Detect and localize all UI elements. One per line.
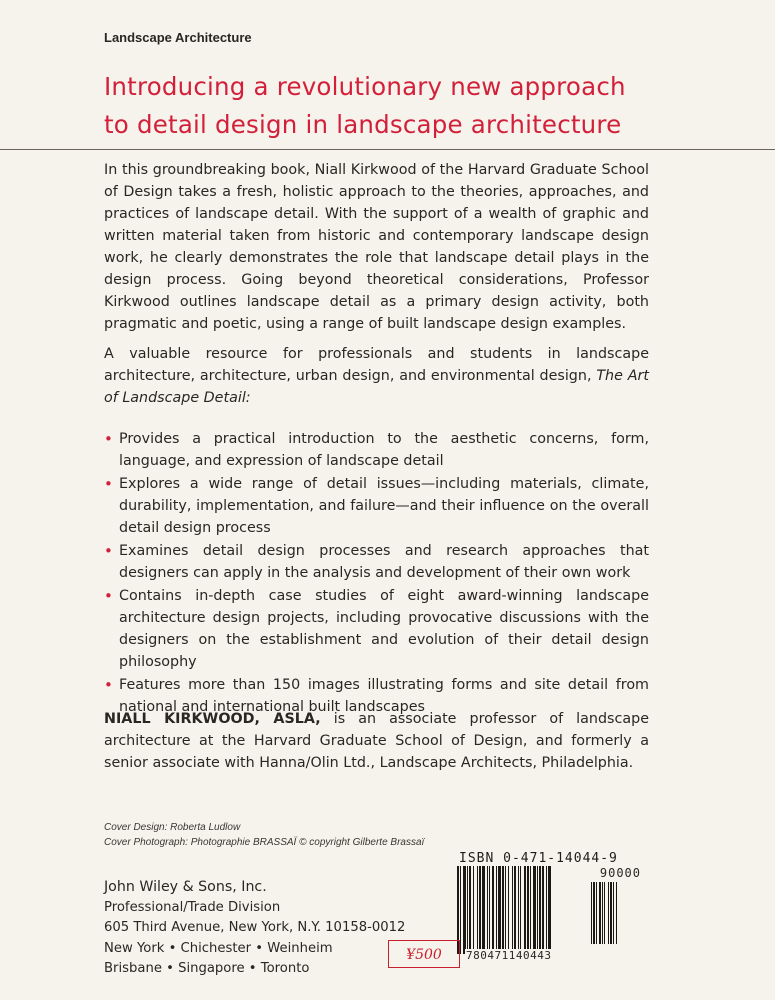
barcode-bar [498,866,501,954]
bullet-icon: • [104,542,113,560]
barcode [455,866,645,964]
cover-design-credit: Cover Design: Roberta Ludlow [104,822,241,833]
barcode-bar [530,866,531,954]
barcode-bar [505,866,506,954]
barcode-bar [602,882,603,944]
author-name: NIALL KIRKWOOD, ASLA, [104,711,321,727]
barcode-bar [604,882,605,944]
barcode-bar [546,866,547,954]
category-label: Landscape Architecture [104,30,252,45]
barcode-bar [527,866,529,954]
barcode-bar [479,866,481,954]
barcode-bar [548,866,551,954]
feature-text: Provides a practical introduction to the aesthetic concerns, form, language, and expression of landscape detail [119,431,649,469]
barcode-bar [512,866,513,954]
barcode-bar [467,866,468,954]
barcode-bar [616,882,617,944]
author-bio-text: is an associate professor of landscape architecture at the Harvard Graduate School of Design, and formerly a senior associate with Hanna/Olin Ltd., Landscape Architects, Philadelphia. [104,711,649,771]
barcode-bar [610,882,612,944]
feature-item [104,473,649,539]
feature-text: Features more than 150 images illustrating forms and site detail from national and international built landscapes [119,677,649,715]
publisher-cities-2: Brisbane • Singapore • Toronto [104,961,310,976]
bullet-icon: • [104,475,113,493]
barcode-bar [487,866,488,954]
feature-text: Examines detail design processes and research approaches that designers can apply in the analysis and development of their own work [119,543,649,581]
barcode-bar [508,866,509,954]
barcode-bar [460,866,461,954]
barcode-bar [608,882,609,944]
publisher-division: Professional/Trade Division [104,899,281,915]
feature-list [104,428,649,719]
barcode-bar [514,866,516,954]
feature-text: Explores a wide range of detail issues—including materials, climate, durability, implementation, and failure—and their influence on the overall detail design process [119,476,649,536]
barcode-bar [613,882,614,944]
barcode-bar [599,882,601,944]
barcode-bar [473,866,474,954]
publisher-block [104,877,405,980]
feature-item [104,585,649,673]
barcode-bar [537,866,538,954]
barcode-bar [482,866,485,954]
bullet-icon: • [104,676,113,694]
feature-item [104,428,649,472]
barcode-bar [539,866,541,954]
barcode-bar [463,866,466,954]
barcode-bar [524,866,526,954]
barcode-bar [477,866,478,954]
bullet-icon: • [104,587,113,605]
publisher-cities-1: New York • Chichester • Weinheim [104,940,333,956]
barcode-bar [591,882,592,944]
ean-number: 780471140443 [466,949,552,962]
publisher-name: John Wiley & Sons, Inc. [104,879,267,895]
divider [0,149,775,150]
barcode-bar [502,866,504,954]
feature-text: Contains in-depth case studies of eight award-winning landscape architecture design projects, including provocative discussions with the designers on the establishment and evolution of their detail design philosophy [119,588,649,670]
book-title: The Art of Landscape Detail: [104,368,649,406]
barcode-bar [533,866,536,954]
headline-line-1: Introducing a revolutionary new approach [104,72,626,101]
resource-text: A valuable resource for professionals and students in landscape architecture, architecture, urban design, and environmental design, [104,346,649,384]
resource-paragraph [104,343,649,409]
isbn-number: ISBN 0-471-14044-9 [459,851,618,866]
headline [104,68,744,144]
cover-photo-credit: Cover Photograph: Photographie BRASSAÏ © copyright Gilberte Brassaï [104,837,425,848]
feature-item [104,540,649,584]
price-code: 90000 [599,866,641,880]
author-bio [104,708,649,774]
barcode-bar [489,866,490,954]
barcode-bar [593,882,595,944]
barcode-bar [520,866,521,954]
intro-paragraph: In this groundbreaking book, Niall Kirkwood of the Harvard Graduate School of Design takes a fresh, holistic approach to the theories, approaches, and practices of landscape detail. With the support of a wealth of graphic and written material taken from historic and contemporary landscape design work, he clearly demonstrates the role that landscape detail plays in the design process. Going beyond theoretical considerations, Professor Kirkwood outlines landscape detail as a primary design activity, both pragmatic and poetic, using a range of built landscape design examples. [104,162,649,332]
headline-line-2: to detail design in landscape architecture [104,110,622,139]
cover-credits [104,820,424,850]
barcode-bar [518,866,519,954]
barcode-bar [496,866,497,954]
bullet-icon: • [104,430,113,448]
publisher-address: 605 Third Avenue, New York, N.Y. 10158-0012 [104,920,406,935]
barcode-bar [469,866,471,954]
barcode-bar [542,866,544,954]
barcode-bar [596,882,597,944]
price-stamp: ¥500 [388,940,460,968]
barcode-bar [492,866,494,954]
